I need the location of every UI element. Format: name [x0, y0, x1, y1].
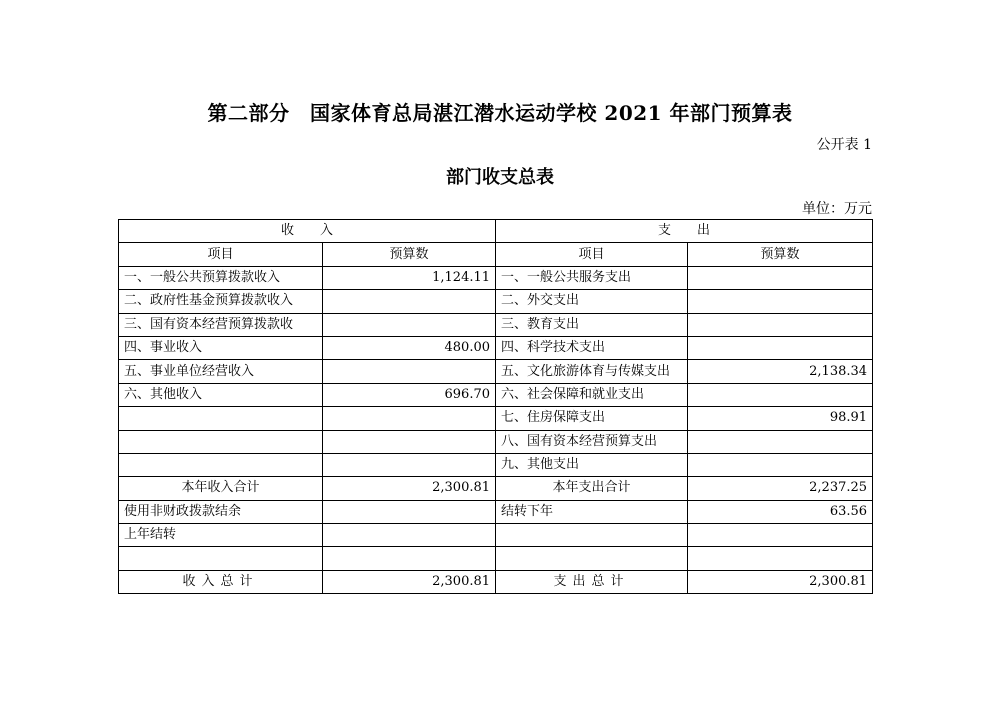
- expense-total-value: 2,300.81: [688, 570, 873, 593]
- income-item: 一、一般公共预算拨款收入: [119, 266, 323, 289]
- table-row: [119, 336, 873, 359]
- income-header: 收 入: [119, 220, 496, 243]
- expense-value: [688, 453, 873, 476]
- income-value: [323, 547, 496, 570]
- expense-item-header: 项目: [496, 243, 688, 266]
- income-item: 上年结转: [119, 524, 323, 547]
- expense-item: 四、科学技术支出: [496, 336, 688, 359]
- income-value: 1,124.11: [323, 266, 496, 289]
- table-row: [119, 383, 873, 406]
- expense-value: [688, 336, 873, 359]
- expense-subtotal-value: 2,237.25: [688, 477, 873, 500]
- expense-value: [688, 547, 873, 570]
- income-item: 三、国有资本经营预算拨款收: [119, 313, 323, 336]
- table-row: [119, 407, 873, 430]
- expense-value: [688, 290, 873, 313]
- expense-item: [496, 547, 688, 570]
- column-header-row: [119, 243, 873, 266]
- income-item: [119, 407, 323, 430]
- income-item: 使用非财政拨款结余: [119, 500, 323, 523]
- income-value: 696.70: [323, 383, 496, 406]
- income-value: [323, 430, 496, 453]
- table-row: [119, 266, 873, 289]
- income-item: [119, 430, 323, 453]
- expense-budget-header: 预算数: [688, 243, 873, 266]
- table-title: 部门收支总表: [446, 167, 554, 188]
- income-subtotal-value: 2,300.81: [323, 477, 496, 500]
- expense-item: [496, 524, 688, 547]
- budget-summary-table: [118, 219, 873, 594]
- expense-item: 一、一般公共服务支出: [496, 266, 688, 289]
- income-value: [323, 360, 496, 383]
- expense-total-label: 支出总计: [496, 570, 688, 593]
- income-item-header: 项目: [119, 243, 323, 266]
- income-item: 四、事业收入: [119, 336, 323, 359]
- expense-subtotal-label: 本年支出合计: [496, 477, 688, 500]
- expense-item: 五、文化旅游体育与传媒支出: [496, 360, 688, 383]
- expense-item: 六、社会保障和就业支出: [496, 383, 688, 406]
- unit-label: 单位：万元: [802, 201, 872, 217]
- income-value: 480.00: [323, 336, 496, 359]
- income-value: [323, 407, 496, 430]
- total-row: [119, 570, 873, 593]
- expense-item: 三、教育支出: [496, 313, 688, 336]
- expense-value: 63.56: [688, 500, 873, 523]
- expense-item: 八、国有资本经营预算支出: [496, 430, 688, 453]
- expense-value: [688, 524, 873, 547]
- income-item: 二、政府性基金预算拨款收入: [119, 290, 323, 313]
- table-row: [119, 547, 873, 570]
- expense-item: 七、住房保障支出: [496, 407, 688, 430]
- expense-value: 2,138.34: [688, 360, 873, 383]
- expense-item: 九、其他支出: [496, 453, 688, 476]
- expense-item: 二、外交支出: [496, 290, 688, 313]
- table-row: [119, 360, 873, 383]
- expense-value: [688, 430, 873, 453]
- income-subtotal-label: 本年收入合计: [119, 477, 323, 500]
- table-row: [119, 290, 873, 313]
- expense-item: 结转下年: [496, 500, 688, 523]
- table-row: [119, 524, 873, 547]
- income-value: [323, 500, 496, 523]
- document-title: 第二部分 国家体育总局湛江潜水运动学校 2021 年部门预算表: [207, 101, 793, 125]
- income-value: [323, 290, 496, 313]
- table-row: [119, 500, 873, 523]
- income-value: [323, 524, 496, 547]
- income-total-label: 收入总计: [119, 570, 323, 593]
- subtotal-row: [119, 477, 873, 500]
- income-budget-header: 预算数: [323, 243, 496, 266]
- income-item: 五、事业单位经营收入: [119, 360, 323, 383]
- expense-value: [688, 266, 873, 289]
- section-header-row: [119, 220, 873, 243]
- income-value: [323, 453, 496, 476]
- expense-value: [688, 383, 873, 406]
- income-total-value: 2,300.81: [323, 570, 496, 593]
- table-row: [119, 313, 873, 336]
- income-value: [323, 313, 496, 336]
- expense-header: 支 出: [496, 220, 873, 243]
- income-item: 六、其他收入: [119, 383, 323, 406]
- expense-value: [688, 313, 873, 336]
- table-code: 公开表 1: [816, 137, 872, 153]
- income-item: [119, 547, 323, 570]
- income-item: [119, 453, 323, 476]
- expense-value: 98.91: [688, 407, 873, 430]
- table-row: [119, 453, 873, 476]
- table-row: [119, 430, 873, 453]
